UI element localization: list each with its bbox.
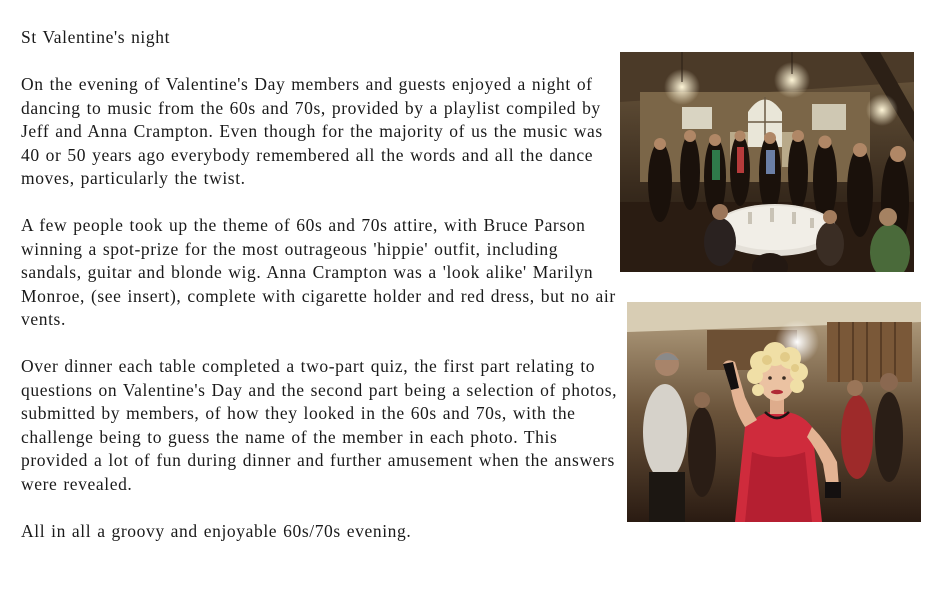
paragraph-summary: All in all a groovy and enjoyable 60s/70s evening.	[21, 520, 412, 541]
marilyn-lookalike-photo	[627, 302, 921, 522]
hall-dancing-photo	[620, 52, 914, 272]
article-body	[21, 26, 621, 543]
paragraph-valentines-evening: On the evening of Valentine's Day members and guests enjoyed a night of dancing to music from the 60s and 70s, provided by a playlist compiled by Jeff and Anna Crampton. Even though for the majority of us the music was 40 or 50 years ago everybody remembered all the words and all the dance moves, particularly the twist.	[21, 74, 603, 188]
paragraph-attire: A few people took up the theme of 60s and 70s attire, with Bruce Parson winning a spot-prize for the most outrageous 'hippie' outfit, including sandals, guitar and blonde wig. Anna Crampton was a 'look alike' Marilyn Monroe, (see insert), complete with cigarette holder and red dress, but no air vents.	[21, 215, 616, 329]
article-title: St Valentine's night	[21, 27, 171, 47]
paragraph-quiz: Over dinner each table completed a two-part quiz, the first part relating to questions on Valentine's Day and the second part being a selection of photos, submitted by members, of how they looked in the 60s and 70s, with the challenge being to guess the name of the member in each photo. This provided a lot of fun during dinner and further amusement when the answers were revealed.	[21, 356, 618, 494]
